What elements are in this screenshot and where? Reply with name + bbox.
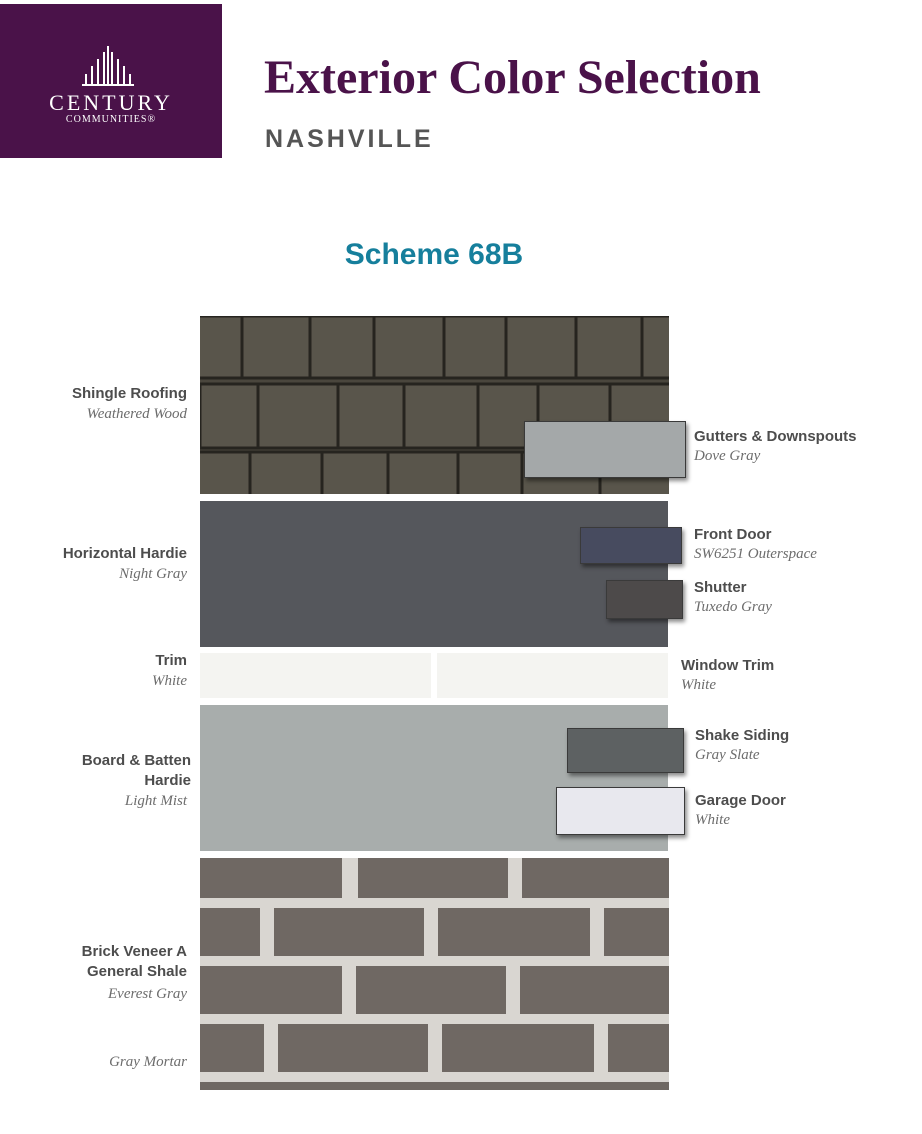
shingle-roofing-label: Shingle Roofing (72, 385, 187, 402)
trim-label: Trim (155, 652, 187, 669)
front-door-label: Front Door (694, 526, 772, 543)
gutters-chip (524, 421, 686, 478)
brick-texture (200, 858, 669, 1090)
horizontal-hardie-label: Horizontal Hardie (62, 545, 187, 562)
brick-veneer-label-line2: General Shale (86, 963, 187, 980)
shingle-roofing-color: Weathered Wood (86, 406, 187, 422)
garage-door-label: Garage Door (695, 792, 786, 809)
page-title: Exterior Color Selection (264, 51, 761, 104)
city-subtitle: NASHVILLE (265, 125, 434, 153)
gutters-label: Gutters & Downspouts (694, 428, 857, 445)
scheme-title: Scheme 68B (344, 238, 524, 271)
garage-door-color: White (695, 812, 730, 828)
shake-siding-color: Gray Slate (695, 747, 760, 763)
garage-door-chip (556, 787, 685, 835)
window-trim-swatch (437, 653, 668, 698)
horizontal-hardie-color: Night Gray (119, 566, 187, 582)
front-door-color: SW6251 Outerspace (694, 546, 817, 562)
board-batten-label-line2: Hardie (144, 772, 191, 789)
shutter-chip (606, 580, 683, 619)
trim-swatch (200, 653, 431, 698)
shutter-label: Shutter (694, 579, 747, 596)
brick-veneer-swatch (200, 858, 669, 1090)
mortar-color: Gray Mortar (109, 1054, 187, 1070)
trim-color: White (152, 673, 187, 689)
logo-brand-text: CENTURY (49, 90, 173, 115)
brick-veneer-label-line1: Brick Veneer A (81, 943, 187, 960)
sunburst-icon (82, 44, 134, 86)
board-batten-color: Light Mist (124, 793, 187, 809)
window-trim-color: White (681, 677, 716, 693)
shutter-color: Tuxedo Gray (694, 599, 772, 615)
window-trim-label: Window Trim (681, 657, 775, 674)
logo-sub-text: COMMUNITIES® (65, 114, 157, 125)
shake-siding-label: Shake Siding (695, 727, 790, 744)
horizontal-hardie-swatch (200, 501, 668, 647)
front-door-chip (580, 527, 682, 564)
shake-siding-chip (567, 728, 684, 773)
board-batten-label-line1: Board & Batten (81, 752, 191, 769)
gutters-color: Dove Gray (694, 448, 761, 464)
brick-veneer-color: Everest Gray (108, 986, 187, 1002)
century-communities-logo (0, 4, 222, 158)
